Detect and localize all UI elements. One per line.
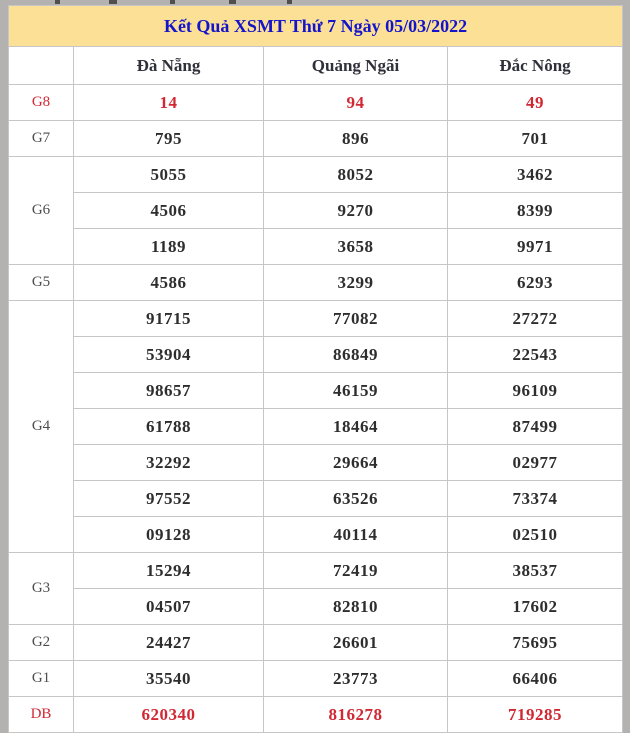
prize-label-g7: G7: [9, 121, 74, 157]
page-title: Kết Quả XSMT Thứ 7 Ngày 05/03/2022: [9, 6, 623, 47]
result-cell: 9971: [448, 229, 623, 265]
prize-row-g6: [9, 193, 623, 229]
prize-label-g5: G5: [9, 265, 74, 301]
result-cell: 3658: [264, 229, 448, 265]
result-cell: 17602: [448, 589, 623, 625]
prize-row-g1: [9, 661, 623, 697]
result-cell: 4506: [74, 193, 264, 229]
result-cell: 795: [74, 121, 264, 157]
result-cell: 23773: [264, 661, 448, 697]
result-cell: 18464: [264, 409, 448, 445]
result-cell: 66406: [448, 661, 623, 697]
result-cell: 09128: [74, 517, 264, 553]
prize-row-g6: [9, 229, 623, 265]
result-cell: 3299: [264, 265, 448, 301]
result-cell: 02510: [448, 517, 623, 553]
column-header-quang-ngai: Quảng Ngãi: [264, 47, 448, 85]
result-cell: 1189: [74, 229, 264, 265]
result-cell: 816278: [264, 697, 448, 733]
result-cell: 75695: [448, 625, 623, 661]
result-cell: 32292: [74, 445, 264, 481]
result-cell: 35540: [74, 661, 264, 697]
result-cell: 46159: [264, 373, 448, 409]
result-cell: 04507: [74, 589, 264, 625]
result-cell: 02977: [448, 445, 623, 481]
prize-row-g5: [9, 265, 623, 301]
result-cell: 82810: [264, 589, 448, 625]
result-cell: 40114: [264, 517, 448, 553]
title-row: [9, 6, 623, 47]
result-cell: 87499: [448, 409, 623, 445]
prize-row-g3: [9, 553, 623, 589]
prize-row-g4: [9, 445, 623, 481]
result-cell: 96109: [448, 373, 623, 409]
header-row: [9, 47, 623, 85]
prize-row-db: [9, 697, 623, 733]
prize-row-g4: [9, 481, 623, 517]
result-cell: 896: [264, 121, 448, 157]
result-cell: 8399: [448, 193, 623, 229]
prize-label-g2: G2: [9, 625, 74, 661]
result-cell: 91715: [74, 301, 264, 337]
result-cell: 22543: [448, 337, 623, 373]
result-cell: 29664: [264, 445, 448, 481]
result-cell: 24427: [74, 625, 264, 661]
result-cell: 14: [74, 85, 264, 121]
result-cell: 61788: [74, 409, 264, 445]
result-cell: 701: [448, 121, 623, 157]
prize-label-g8: G8: [9, 85, 74, 121]
result-cell: 5055: [74, 157, 264, 193]
prize-row-g4: [9, 337, 623, 373]
prize-row-g7: [9, 121, 623, 157]
result-cell: 97552: [74, 481, 264, 517]
prize-row-g6: [9, 157, 623, 193]
prize-label-g4: G4: [9, 301, 74, 553]
result-cell: 3462: [448, 157, 623, 193]
result-cell: 15294: [74, 553, 264, 589]
prize-label-db: DB: [9, 697, 74, 733]
result-cell: 73374: [448, 481, 623, 517]
result-cell: 620340: [74, 697, 264, 733]
prize-label-g3: G3: [9, 553, 74, 625]
prize-label-g6: G6: [9, 157, 74, 265]
result-cell: 9270: [264, 193, 448, 229]
result-cell: 63526: [264, 481, 448, 517]
corner-cell: [9, 47, 74, 85]
result-cell: 26601: [264, 625, 448, 661]
result-cell: 86849: [264, 337, 448, 373]
column-header-da-nang: Đà Nẵng: [74, 47, 264, 85]
prize-row-g4: [9, 301, 623, 337]
result-cell: 98657: [74, 373, 264, 409]
prize-row-g3: [9, 589, 623, 625]
result-cell: 49: [448, 85, 623, 121]
result-cell: 719285: [448, 697, 623, 733]
lottery-results-table: [8, 5, 623, 733]
column-header-dac-nong: Đắc Nông: [448, 47, 623, 85]
result-cell: 72419: [264, 553, 448, 589]
result-cell: 6293: [448, 265, 623, 301]
cropped-text-remnant: [0, 0, 630, 5]
result-cell: 38537: [448, 553, 623, 589]
prize-label-g1: G1: [9, 661, 74, 697]
prize-row-g4: [9, 373, 623, 409]
result-cell: 8052: [264, 157, 448, 193]
result-cell: 77082: [264, 301, 448, 337]
prize-row-g4: [9, 517, 623, 553]
prize-row-g4: [9, 409, 623, 445]
result-cell: 4586: [74, 265, 264, 301]
result-cell: 94: [264, 85, 448, 121]
prize-row-g8: [9, 85, 623, 121]
result-cell: 53904: [74, 337, 264, 373]
prize-row-g2: [9, 625, 623, 661]
result-cell: 27272: [448, 301, 623, 337]
